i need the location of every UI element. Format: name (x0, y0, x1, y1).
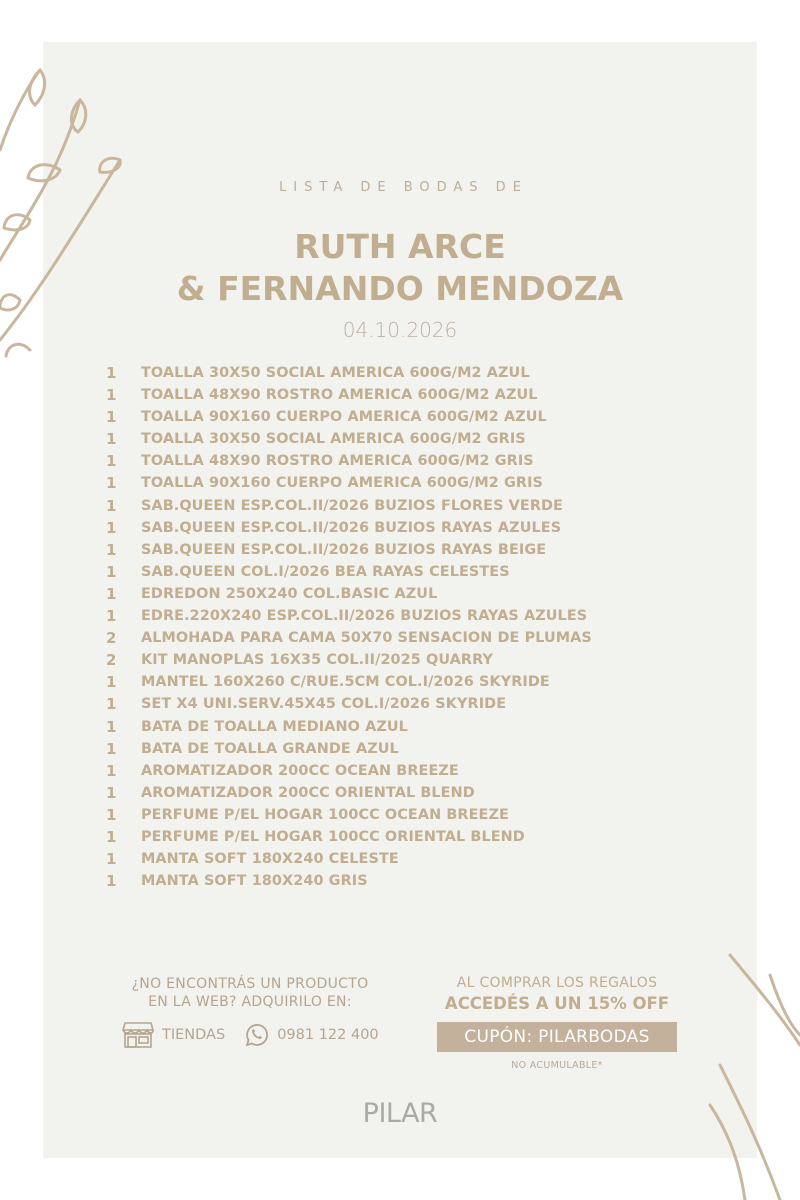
contact-row (122, 1020, 392, 1050)
item-quantity: 1 (106, 850, 117, 869)
list-item (106, 428, 706, 450)
help-line-2: EN LA WEB? ADQUIRILO EN: (148, 994, 352, 1010)
list-item (106, 826, 706, 848)
item-quantity: 1 (106, 761, 117, 780)
item-quantity: 1 (106, 739, 117, 758)
item-description: AROMATIZADOR 200CC ORIENTAL BLEND (141, 784, 475, 801)
item-description: TOALLA 90X160 CUERPO AMERICA 600G/M2 GRIS (141, 475, 543, 492)
list-item (106, 495, 706, 517)
item-description: TOALLA 48X90 ROSTRO AMERICA 600G/M2 GRIS (141, 453, 534, 470)
couple-names (0, 226, 800, 310)
promo-block (436, 975, 678, 1071)
phone-number: 0981 122 400 (277, 1027, 379, 1043)
item-description: EDRE.220X240 ESP.COL.II/2026 BUZIOS RAYAS AZULES (141, 608, 588, 625)
item-description: EDREDON 250X240 COL.BASIC AZUL (141, 585, 438, 602)
item-quantity: 2 (106, 629, 117, 648)
couple-name-line-1: RUTH ARCE (294, 227, 506, 266)
item-description: MANTA SOFT 180X240 CELESTE (141, 851, 399, 868)
gift-list (106, 362, 706, 892)
item-quantity: 1 (106, 562, 117, 581)
list-item (106, 362, 706, 384)
couple-name-line-2: & FERNANDO MENDOZA (176, 269, 624, 308)
item-quantity: 1 (106, 872, 117, 891)
item-quantity: 1 (106, 673, 117, 692)
item-quantity: 1 (106, 540, 117, 559)
item-description: PERFUME P/EL HOGAR 100CC OCEAN BREEZE (141, 806, 509, 823)
list-item (106, 627, 706, 649)
item-quantity: 1 (106, 805, 117, 824)
item-description: PERFUME P/EL HOGAR 100CC ORIENTAL BLEND (141, 828, 525, 845)
list-item (106, 716, 706, 738)
promo-line-2: ACCEDÉS A UN 15% OFF (444, 994, 670, 1013)
list-item (106, 561, 706, 583)
item-description: SAB.QUEEN COL.I/2026 BEA RAYAS CELESTES (141, 563, 510, 580)
list-item (106, 870, 706, 892)
item-description: AROMATIZADOR 200CC OCEAN BREEZE (141, 762, 459, 779)
phone-link[interactable] (243, 1022, 378, 1048)
item-quantity: 1 (106, 607, 117, 626)
item-quantity: 1 (106, 827, 117, 846)
list-item (106, 760, 706, 782)
item-description: MANTEL 160X260 C/RUE.5CM COL.I/2026 SKYRIDE (141, 674, 550, 691)
list-item (106, 738, 706, 760)
list-item (106, 450, 706, 472)
item-description: SAB.QUEEN ESP.COL.II/2026 BUZIOS RAYAS BEIGE (141, 541, 547, 558)
item-description: SAB.QUEEN ESP.COL.II/2026 BUZIOS RAYAS AZULES (141, 519, 562, 536)
item-quantity: 1 (106, 452, 117, 471)
item-description: BATA DE TOALLA GRANDE AZUL (141, 740, 399, 757)
help-line-1: ¿NO ENCONTRÁS UN PRODUCTO (131, 976, 369, 992)
item-description: BATA DE TOALLA MEDIANO AZUL (141, 718, 408, 735)
item-description: TOALLA 90X160 CUERPO AMERICA 600G/M2 AZUL (141, 409, 547, 426)
brand-logo: PILAR (362, 1098, 438, 1129)
item-quantity: 1 (106, 518, 117, 537)
item-quantity: 1 (106, 386, 117, 405)
item-quantity: 1 (106, 584, 117, 603)
item-quantity: 2 (106, 651, 117, 670)
item-description: TOALLA 30X50 SOCIAL AMERICA 600G/M2 AZUL (141, 365, 530, 381)
item-quantity: 1 (106, 783, 117, 802)
list-item (106, 472, 706, 494)
wedding-date: 04.10.2026 (342, 318, 458, 342)
item-quantity: 1 (106, 430, 117, 449)
item-quantity: 1 (106, 474, 117, 493)
item-description: TOALLA 48X90 ROSTRO AMERICA 600G/M2 AZUL (141, 387, 538, 404)
branch-decoration-bottom-right (700, 945, 800, 1200)
list-item (106, 583, 706, 605)
whatsapp-icon (243, 1022, 269, 1048)
list-item (106, 693, 706, 715)
item-quantity: 1 (106, 364, 117, 382)
list-item (106, 517, 706, 539)
coupon-badge: CUPÓN: PILARBODAS (437, 1022, 677, 1052)
list-item (106, 649, 706, 671)
item-quantity: 1 (106, 408, 117, 427)
list-eyebrow: LISTA DE BODAS DE (279, 180, 528, 195)
stores-link[interactable] (122, 1021, 225, 1049)
item-description: MANTA SOFT 180X240 GRIS (141, 873, 368, 890)
list-item (106, 782, 706, 804)
item-quantity: 1 (106, 695, 117, 714)
item-quantity: 1 (106, 717, 117, 736)
item-description: SET X4 UNI.SERV.45X45 COL.I/2026 SKYRIDE (141, 696, 507, 713)
list-item (106, 671, 706, 693)
list-item (106, 406, 706, 428)
list-item (106, 384, 706, 406)
promo-line-1: AL COMPRAR LOS REGALOS (456, 975, 658, 991)
list-item (106, 605, 706, 627)
list-item (106, 804, 706, 826)
disclaimer: NO ACUMULABLE* (511, 1060, 603, 1071)
branch-decoration-top-left (0, 60, 140, 360)
list-item (106, 848, 706, 870)
storefront-icon (122, 1021, 154, 1049)
item-description: TOALLA 30X50 SOCIAL AMERICA 600G/M2 GRIS (141, 431, 526, 448)
item-description: SAB.QUEEN ESP.COL.II/2026 BUZIOS FLORES VERDE (141, 497, 563, 514)
list-item (106, 539, 706, 561)
item-description: ALMOHADA PARA CAMA 50X70 SENSACION DE PLUMAS (141, 630, 592, 647)
item-description: KIT MANOPLAS 16X35 COL.II/2025 QUARRY (141, 652, 494, 669)
stores-label: TIENDAS (162, 1027, 226, 1043)
item-quantity: 1 (106, 496, 117, 515)
help-text (116, 975, 384, 1011)
